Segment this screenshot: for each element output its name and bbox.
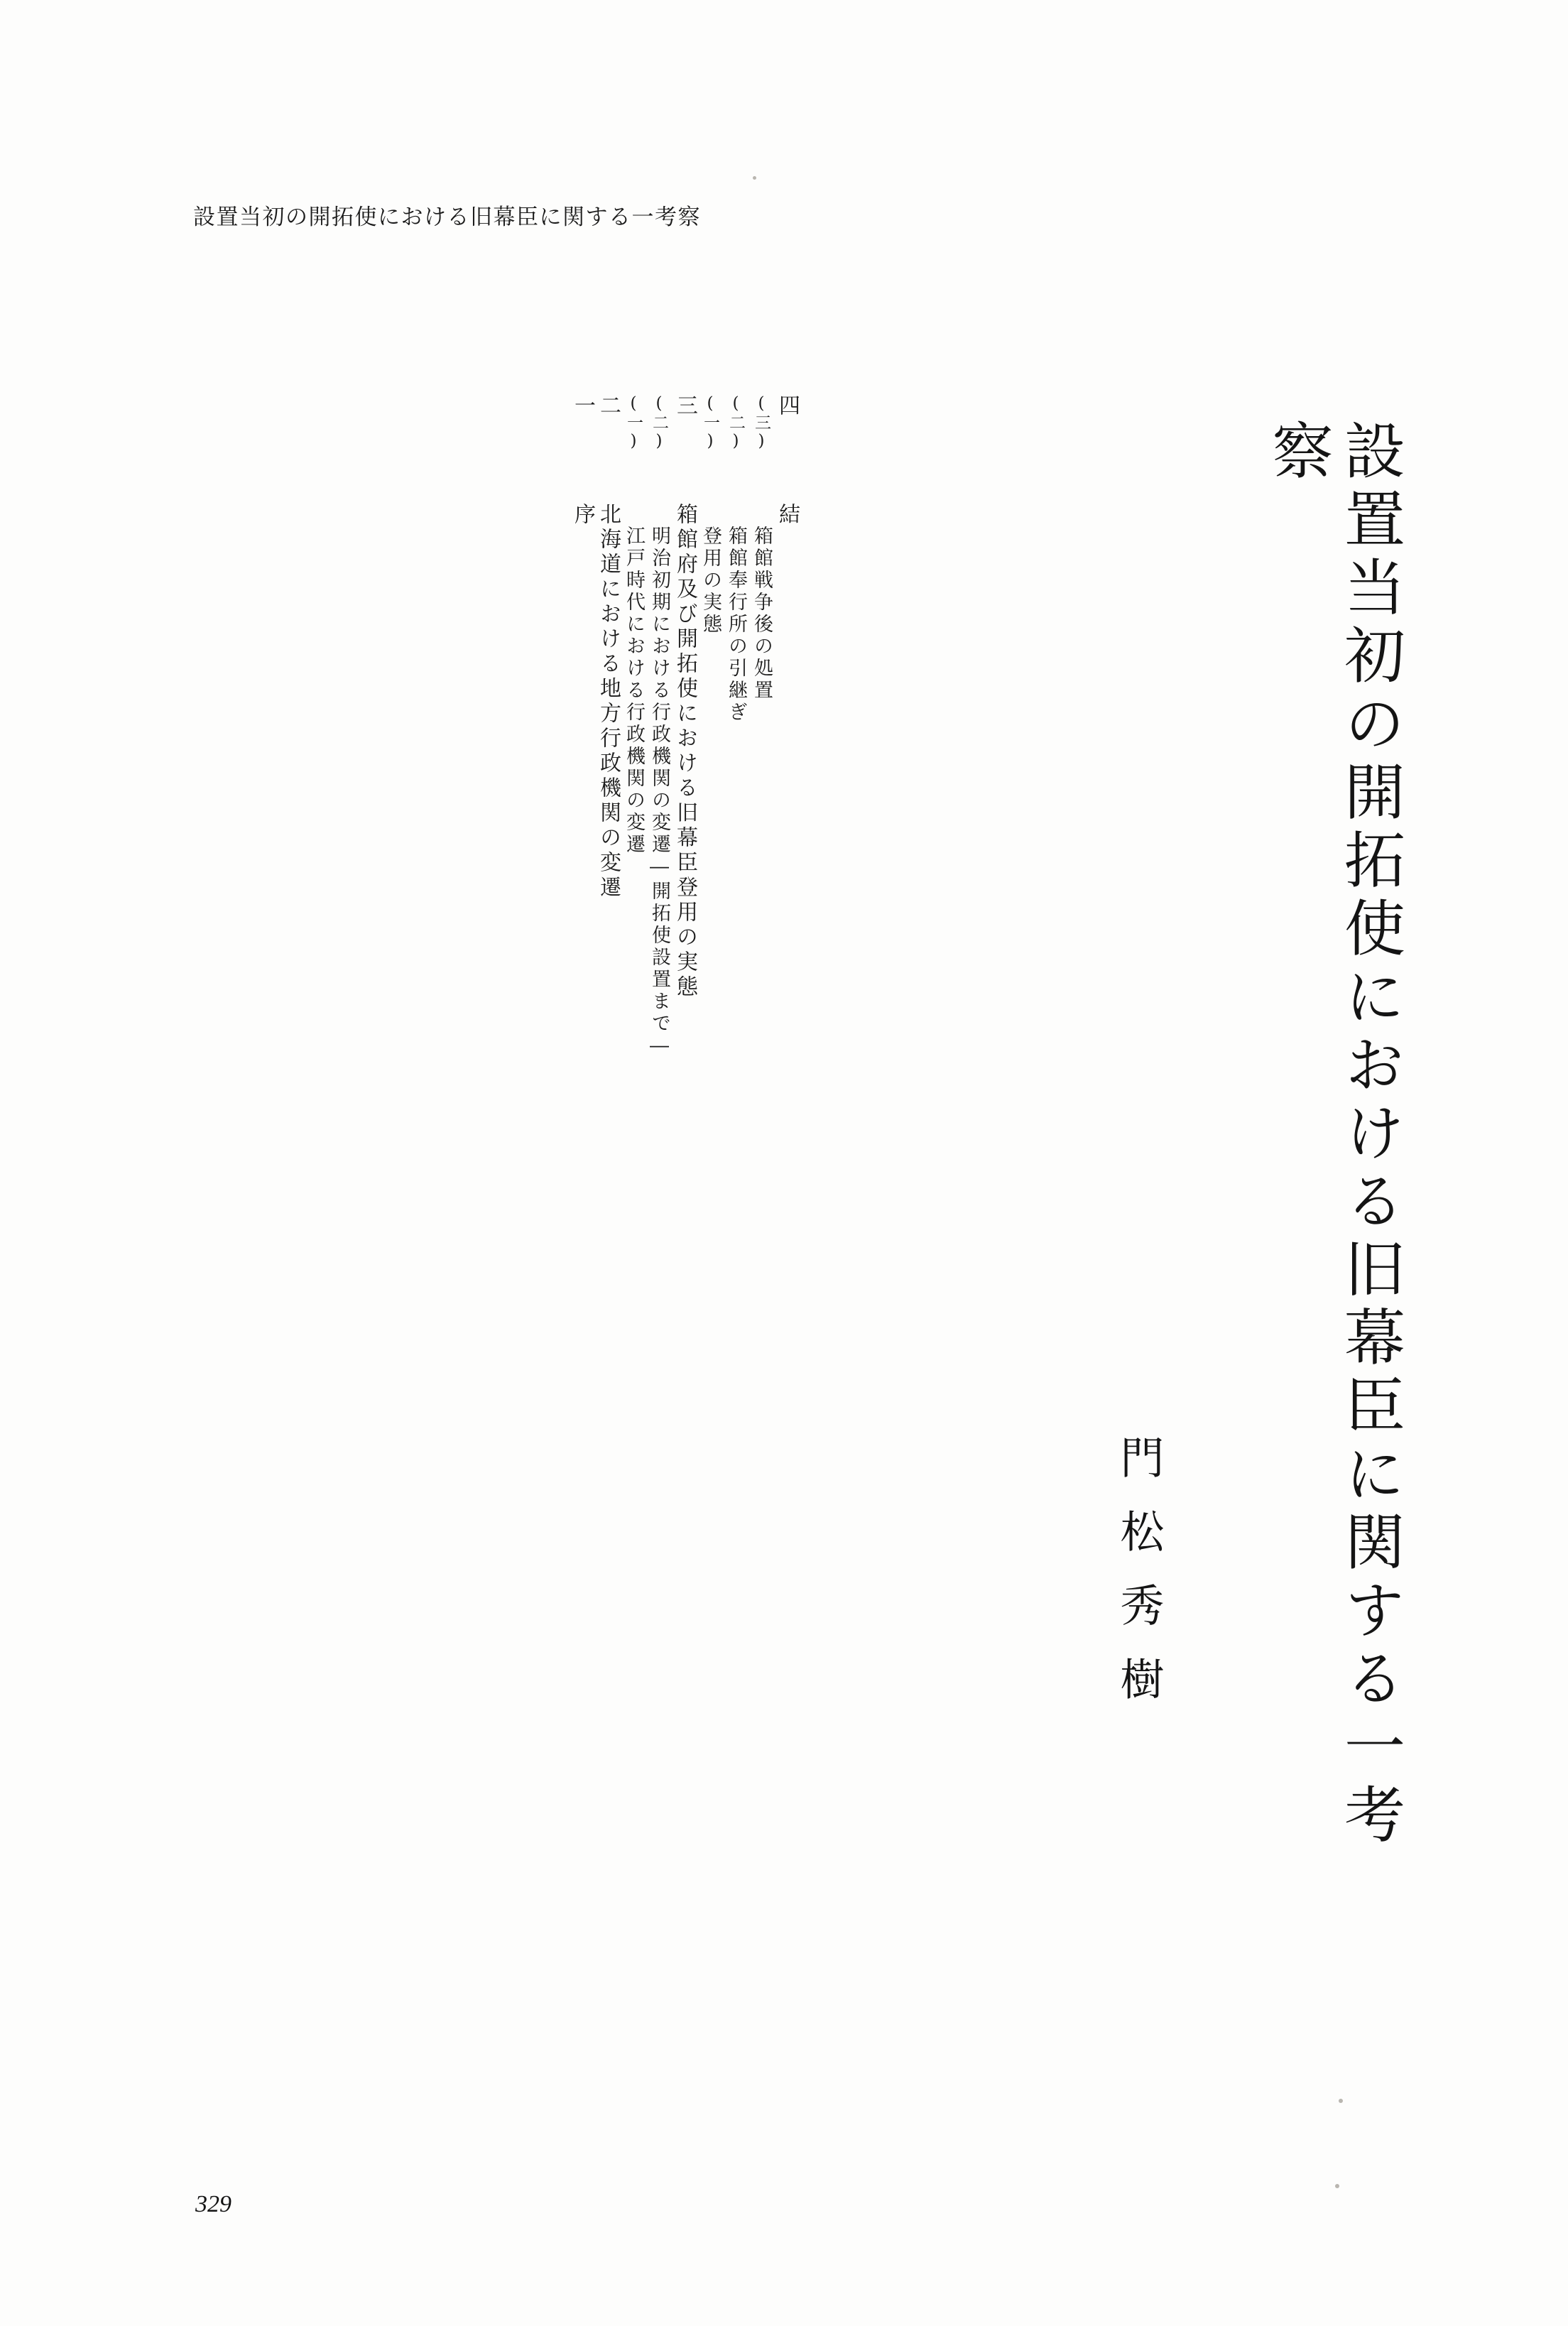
toc-entry-number: (一): [624, 394, 643, 452]
toc-entry-3-1: [699, 394, 721, 1232]
toc-entry-4: [775, 394, 800, 1232]
toc-entry-number: 四: [775, 394, 800, 419]
toc-entry-label: 登用の実態: [699, 526, 722, 636]
toc-entry-number: 三: [673, 394, 697, 419]
toc-entry-label: 箱館戦争後の処置: [751, 526, 773, 702]
toc-entry-number: (二): [726, 394, 745, 452]
page-number: 329: [195, 2191, 232, 2217]
toc-entry-number: (二): [650, 394, 668, 452]
toc-entry-label: 江戸時代における行政機関の変遷: [623, 526, 645, 856]
toc-entry-2-1: [623, 394, 644, 1232]
toc-entry-1: [572, 394, 593, 1232]
author-name: 門松秀樹: [1113, 1435, 1165, 1730]
toc-entry-label: 結: [775, 503, 800, 528]
toc-entry-number: (一): [701, 394, 719, 452]
paper-speck: [1339, 2099, 1343, 2103]
toc-entry-number: (三): [752, 394, 771, 452]
running-head: 設置当初の開拓使における旧幕臣に関する一考察: [193, 205, 701, 230]
toc-entry-label: 北海道における地方行政機関の変遷: [596, 503, 621, 901]
paper-speck: [753, 176, 756, 180]
toc-entry-label: 序: [570, 503, 595, 528]
toc-entry-label: 箱館奉行所の引継ぎ: [725, 526, 747, 724]
toc-entry-2-2: [648, 394, 670, 1232]
toc-entry-label: 明治初期における行政機関の変遷―開拓使設置まで―: [648, 526, 670, 1060]
paper-speck: [1335, 2184, 1339, 2188]
toc-entry-3-2: [725, 394, 746, 1232]
toc-entry-3: [674, 394, 695, 1232]
page-title: 設置当初の開拓使における旧幕臣に関する一考察: [1261, 419, 1405, 1851]
toc-entry-3-3: [751, 394, 772, 1232]
toc-entry-2: [597, 394, 619, 1232]
table-of-contents: [570, 394, 800, 1246]
toc-entry-number: 一: [570, 394, 595, 419]
toc-entry-number: 二: [596, 394, 621, 419]
toc-entry-label: 箱館府及び開拓使における旧幕臣登用の実態: [673, 503, 697, 1000]
